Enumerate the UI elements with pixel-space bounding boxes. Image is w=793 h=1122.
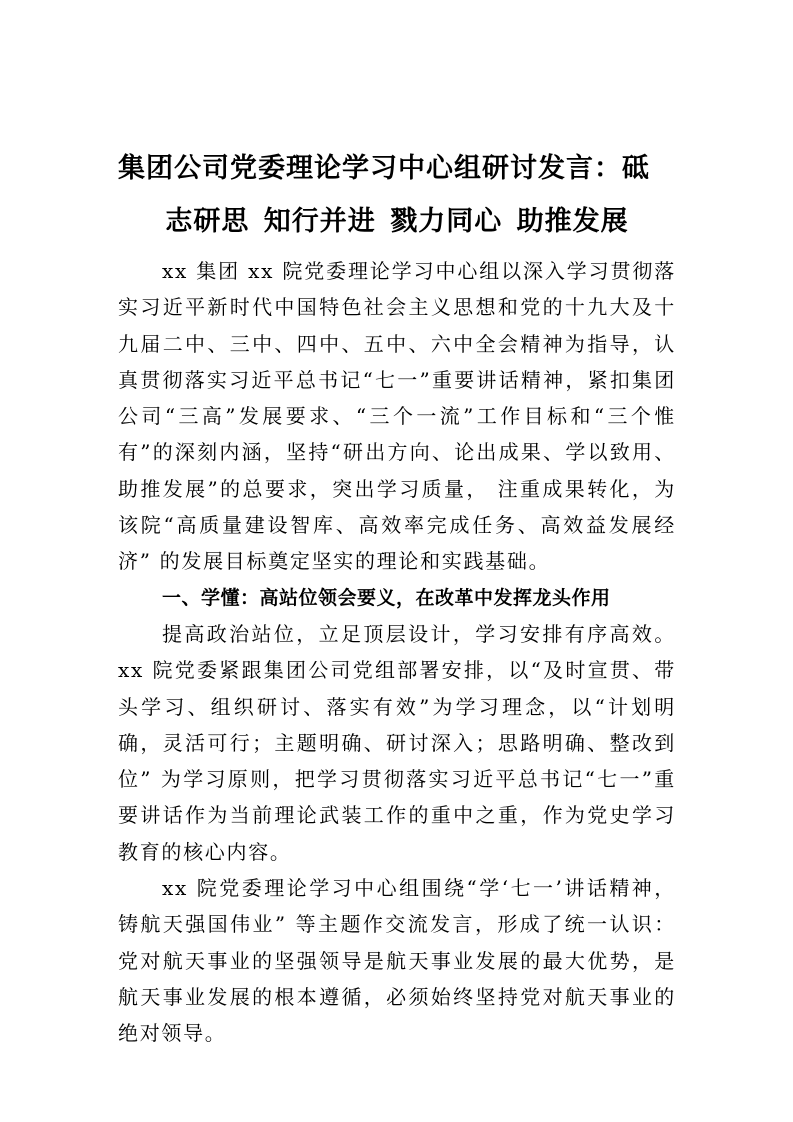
title-line-1: 集团公司党委理论学习中心组研讨发言：砥 [118,153,650,184]
document-title [118,152,676,239]
document-page [118,140,676,1052]
title-line-2: 志研思 知行并进 戮力同心 助推发展 [165,206,629,237]
section-1-paragraph-2: xx 院党委理论学习中心组围绕“学‘七一’讲话精神，铸航天强国伟业” 等主题作交流发言，形成了统一认识：党对航天事业的坚强领导是航天事业发展的最大优势，是航天事业发展的根本遵循，必须始终坚持党对航天事业的绝对领导。 [118,876,676,1046]
section-1-heading: 一、学懂：高站位领会要义，在改革中发挥龙头作用 [162,586,611,609]
intro-paragraph: xx 集团 xx 院党委理论学习中心组以深入学习贯彻落实习近平新时代中国特色社会主义思想和党的十九大及十九届二中、三中、四中、五中、六中全会精神为指导，认真贯彻落实习近平总书记“七一”重要讲话精神，紧扣集团公司“三高”发展要求、“三个一流”工作目标和“三个惟有”的深刻内涵，坚持“研出方向、论出成果、学以致用、助推发展”的总要求，突出学习质量， 注重成果转化，为该院“高质量建设智库、高效率完成任务、高效益发展经济” 的发展目标奠定坚实的理论和实践基础。 [118,259,676,574]
section-1-paragraph-1: 提高政治站位，立足顶层设计，学习安排有序高效。xx 院党委紧跟集团公司党组部署安排，以“及时宣贯、带头学习、组织研讨、落实有效”为学习理念，以“计划明确，灵活可行；主题明确、研讨深入；思路明确、整改到位” 为学习原则，把学习贯彻落实习近平总书记“七一”重要讲话作为当前理论武装工作的重中之重，作为党史学习教育的核心内容。 [118,621,676,864]
